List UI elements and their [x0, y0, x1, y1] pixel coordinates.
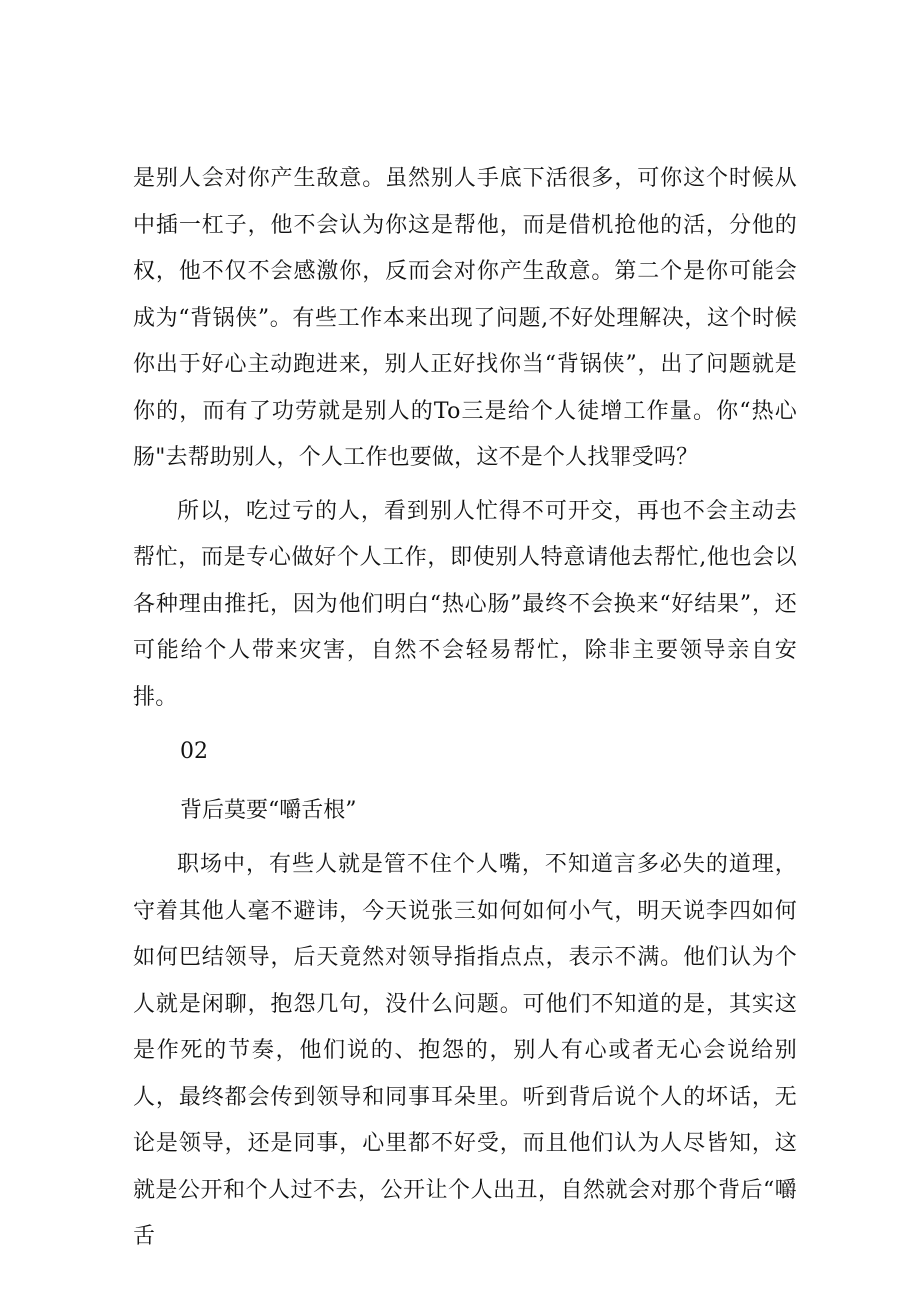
section-title: 背后莫要“嚼舌根” — [180, 797, 357, 823]
section-number: 02 — [180, 739, 208, 764]
document-page — [133, 156, 797, 1261]
section-body-paragraph: 职场中，有些人就是管不住个人嘴，不知道言多必失的道理，守着其他人毫不避讳，今天说张三如何如何小气，明天说李四如何如何巴结领导，后天竟然对领导指指点点，表示不满。他们认为个人就是闲聊，抱怨几句，没什么问题。可他们不知道的是，其实这是作死的节奏，他们说的、抱怨的，别人有心或者无心会说给别人，最终都会传到领导和同事耳朵里。听到背后说个人的坏话，无论是领导，还是同事，心里都不好受，而且他们认为人尽皆知，这就是公开和个人过不去，公开让个人出丑，自然就会对那个背后“嚼舌 — [133, 852, 797, 1249]
paragraph-continuation: 是别人会对你产生敌意。虽然别人手底下活很多，可你这个时候从中插一杠子，他不会认为你这是帮他，而是借机抢他的活，分他的权，他不仅不会感激你，反而会对你产生敌意。第二个是你可能会成为“背锅侠”。有些工作本来出现了问题,不好处理解决，这个时候你出于好心主动跑进来，别人正好找你当“背锅侠”，出了问题就是你的，而有了功劳就是别人的To三是给个人徒增工作量。你“热心肠"去帮助别人，个人工作也要做，这不是个人找罪受吗？ — [133, 166, 797, 470]
paragraph-so: 所以，吃过亏的人，看到别人忙得不可开交，再也不会主动去帮忙，而是专心做好个人工作，即使别人特意请他去帮忙,他也会以各种理由推托，因为他们明白“热心肠”最终不会换来“好结果”，还可能给个人带来灾害，自然不会轻易帮忙，除非主要领导亲自安排。 — [133, 498, 797, 710]
